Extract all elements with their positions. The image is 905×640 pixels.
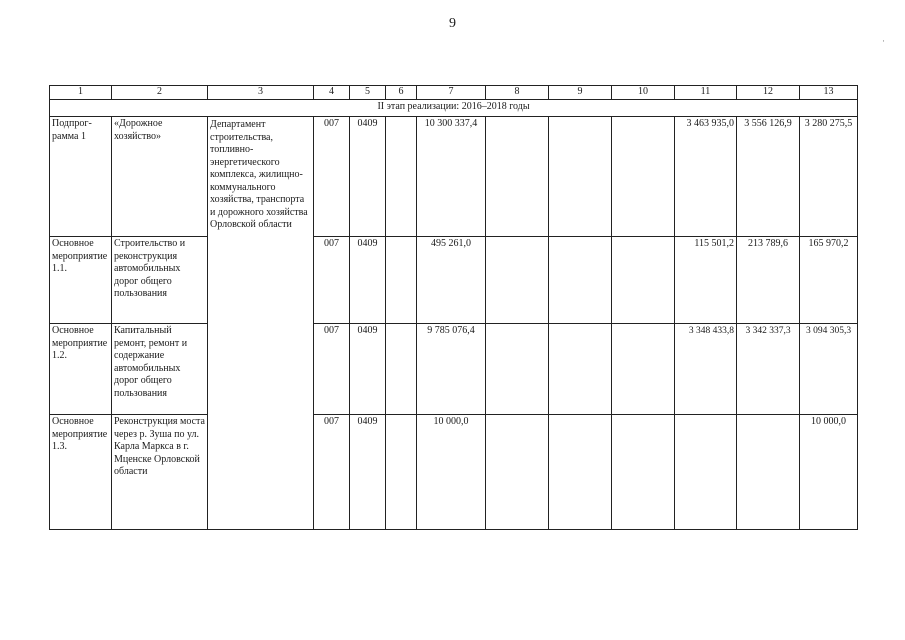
col-num-2: 2 xyxy=(112,86,208,100)
col-num-1: 1 xyxy=(50,86,112,100)
page-number: 9 xyxy=(449,16,456,31)
row-c8 xyxy=(486,117,549,237)
table-row xyxy=(50,237,858,324)
program-table xyxy=(49,85,858,530)
row-c8 xyxy=(486,415,549,530)
row-name: Строительство и реконструкция автомобильных дорог общего пользования xyxy=(112,237,208,324)
table-row xyxy=(50,324,858,415)
row-status: Основное мероприятие 1.3. xyxy=(50,415,112,530)
col-num-11: 11 xyxy=(675,86,737,100)
row-rzpr: 0409 xyxy=(350,415,386,530)
col-num-13: 13 xyxy=(800,86,858,100)
row-name: Капитальный ремонт, ремонт и содержание автомобильных дорог общего пользования xyxy=(112,324,208,415)
row-grbs: 007 xyxy=(314,117,350,237)
row-c9 xyxy=(549,324,612,415)
row-c12: 3 342 337,3 xyxy=(737,324,800,415)
row-c9 xyxy=(549,237,612,324)
col-num-8: 8 xyxy=(486,86,549,100)
col-num-6: 6 xyxy=(386,86,417,100)
row-c13: 3 094 305,3 xyxy=(800,324,858,415)
row-c8 xyxy=(486,324,549,415)
stage-title: II этап реализации: 2016–2018 годы xyxy=(50,100,858,117)
row-c9 xyxy=(549,117,612,237)
row-total: 10 300 337,4 xyxy=(417,117,486,237)
row-c13: 165 970,2 xyxy=(800,237,858,324)
responsible-department: Департамент строительства, топливно-энергетического комплекса, жилищно-коммунального хозяйства, транспорта и дорожного хозяйства Орловской области xyxy=(208,117,314,530)
table-row xyxy=(50,117,858,237)
row-name: Реконструкция моста через р. Зуша по ул. Карла Маркса в г. Мценске Орловской области xyxy=(112,415,208,530)
row-c8 xyxy=(486,237,549,324)
row-grbs: 007 xyxy=(314,324,350,415)
col-num-5: 5 xyxy=(350,86,386,100)
row-c6 xyxy=(386,237,417,324)
row-total: 495 261,0 xyxy=(417,237,486,324)
row-rzpr: 0409 xyxy=(350,324,386,415)
row-c13: 3 280 275,5 xyxy=(800,117,858,237)
row-c11: 115 501,2 xyxy=(675,237,737,324)
scan-speck: · xyxy=(882,36,885,46)
row-grbs: 007 xyxy=(314,415,350,530)
row-grbs: 007 xyxy=(314,237,350,324)
col-num-10: 10 xyxy=(612,86,675,100)
stage-row xyxy=(50,100,858,117)
row-total: 9 785 076,4 xyxy=(417,324,486,415)
column-number-row xyxy=(50,86,858,100)
row-c6 xyxy=(386,415,417,530)
row-c6 xyxy=(386,324,417,415)
row-c12 xyxy=(737,415,800,530)
row-c10 xyxy=(612,415,675,530)
row-c12: 3 556 126,9 xyxy=(737,117,800,237)
col-num-4: 4 xyxy=(314,86,350,100)
col-num-9: 9 xyxy=(549,86,612,100)
row-c12: 213 789,6 xyxy=(737,237,800,324)
row-rzpr: 0409 xyxy=(350,237,386,324)
row-c11: 3 463 935,0 xyxy=(675,117,737,237)
row-status: Основное мероприятие 1.1. xyxy=(50,237,112,324)
row-total: 10 000,0 xyxy=(417,415,486,530)
table-row xyxy=(50,415,858,530)
col-num-12: 12 xyxy=(737,86,800,100)
col-num-3: 3 xyxy=(208,86,314,100)
row-c10 xyxy=(612,237,675,324)
row-c10 xyxy=(612,324,675,415)
row-name: «Дорожное хозяйство» xyxy=(112,117,208,237)
row-status: Основное мероприятие 1.2. xyxy=(50,324,112,415)
row-c11: 3 348 433,8 xyxy=(675,324,737,415)
row-c6 xyxy=(386,117,417,237)
row-c11 xyxy=(675,415,737,530)
col-num-7: 7 xyxy=(417,86,486,100)
row-rzpr: 0409 xyxy=(350,117,386,237)
row-c13: 10 000,0 xyxy=(800,415,858,530)
row-c9 xyxy=(549,415,612,530)
row-status: Подпрог-рамма 1 xyxy=(50,117,112,237)
row-c10 xyxy=(612,117,675,237)
